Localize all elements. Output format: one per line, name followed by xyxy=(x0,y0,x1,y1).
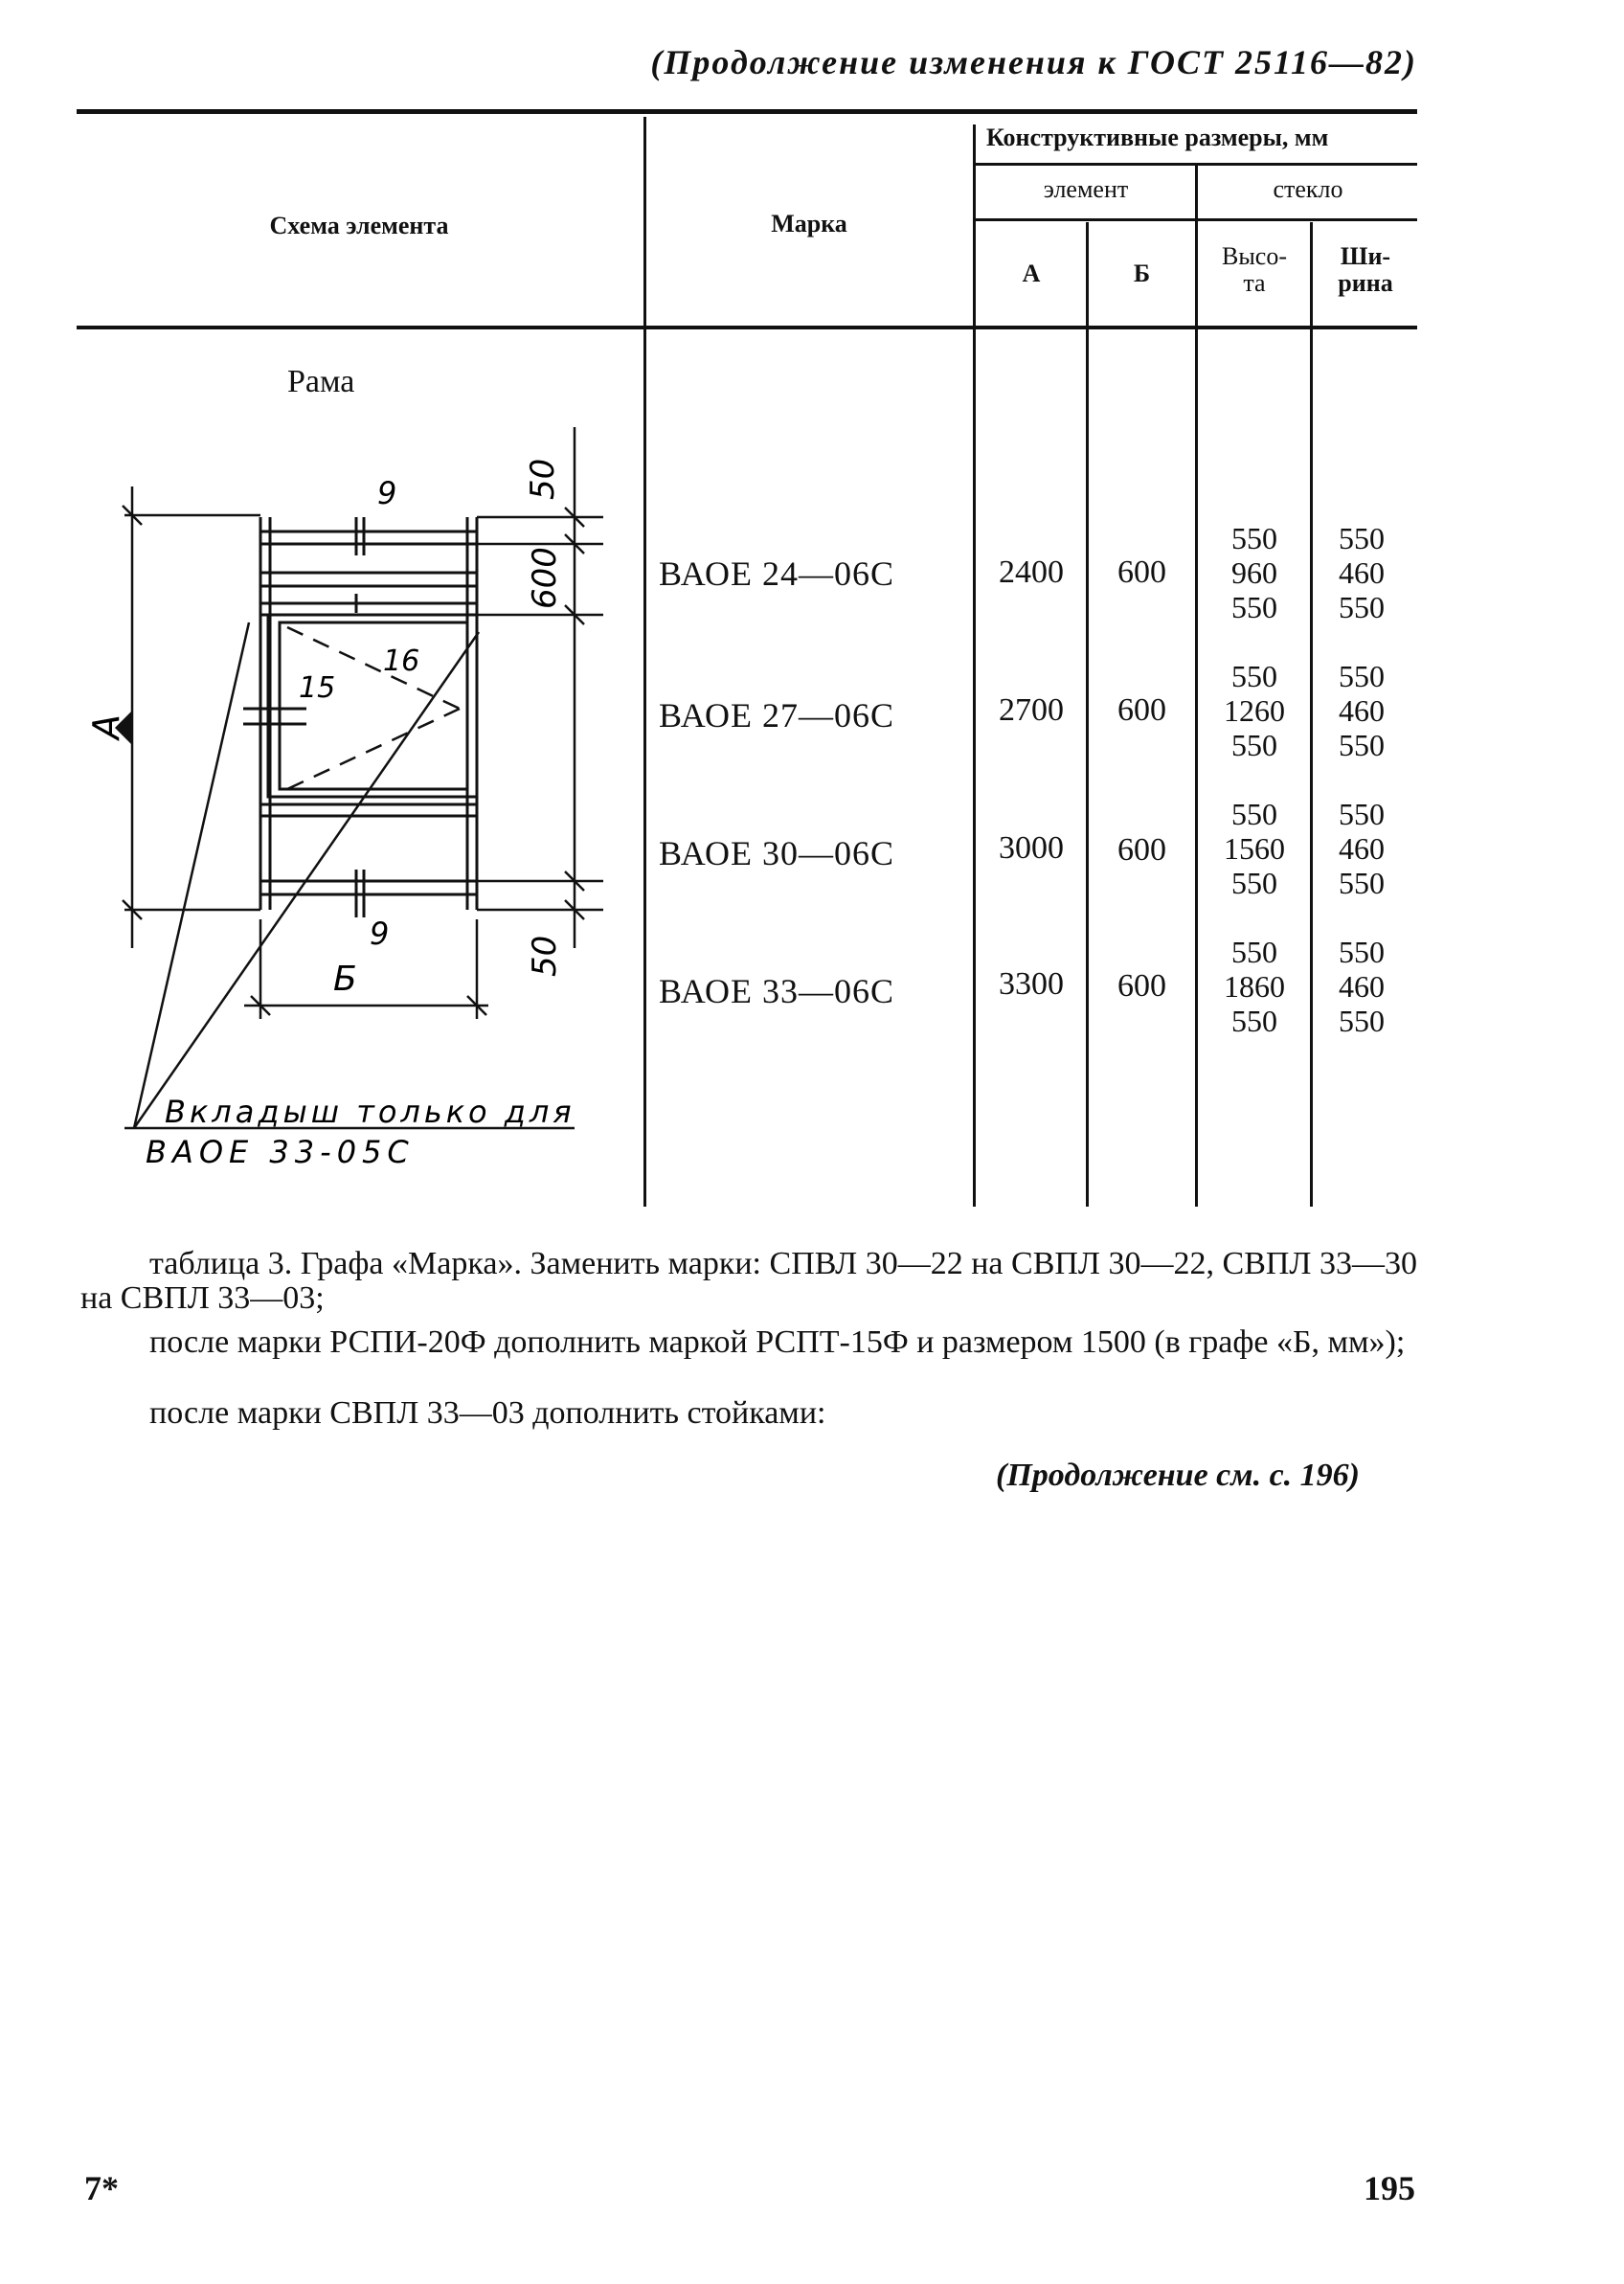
header-scheme: Схема элемента xyxy=(269,212,449,239)
scheme-title: Рама xyxy=(287,364,355,399)
row-a: 3300 xyxy=(999,966,1064,1002)
footer-signature-mark: 7* xyxy=(84,2169,119,2207)
header-glass: стекло xyxy=(1273,175,1343,203)
paragraph-rspi: после марки РСПИ-20Ф дополнить маркой РСПТ-15Ф и размером 1500 (в графе «Б, мм»); xyxy=(149,1324,1406,1360)
row-b: 600 xyxy=(1117,692,1166,728)
label-15: 15 xyxy=(299,671,336,705)
sash-opening xyxy=(280,622,467,789)
row-glass-width: 550 460 550 xyxy=(1339,935,1385,1038)
row-glass-height: 550 1260 550 xyxy=(1224,659,1285,762)
note-line-2: ВАОЕ 33-05С xyxy=(146,1134,415,1170)
continuation-footer-note: (Продолжение см. с. 196) xyxy=(996,1458,1360,1493)
sash-frame xyxy=(268,615,477,797)
leader-line-1 xyxy=(134,622,249,1128)
row-glass-width: 550 460 550 xyxy=(1339,659,1385,762)
row-b: 600 xyxy=(1117,832,1166,868)
row-mark: ВАОЕ 33—06С xyxy=(659,972,894,1010)
header-dimensions: Конструктивные размеры, мм xyxy=(986,124,1329,151)
col-divider-element-glass xyxy=(1195,165,1198,1207)
paragraph-table3: таблица 3. Графа «Марка». Заменить марки: СПВЛ 30—22 на СВПЛ 30—22, СВПЛ 33—30 на СВПЛ 33—03; xyxy=(80,1246,1417,1316)
dim-50-top-label: 50 xyxy=(524,458,562,500)
header-element: элемент xyxy=(1043,175,1129,203)
frame-drawing xyxy=(0,0,651,1207)
page-number: 195 xyxy=(1364,2169,1415,2207)
dim-600-label: 600 xyxy=(526,547,564,609)
col-divider-height xyxy=(1310,222,1313,1207)
header-height: Высо- та xyxy=(1221,242,1287,297)
label-16: 16 xyxy=(383,644,420,678)
row-glass-height: 550 960 550 xyxy=(1231,521,1277,624)
header-mark: Марка xyxy=(771,210,847,237)
row-b: 600 xyxy=(1117,554,1166,590)
label-9-bottom: 9 xyxy=(370,916,390,952)
label-9-top: 9 xyxy=(377,475,397,511)
header-width: Ши- рина xyxy=(1338,242,1393,297)
row-glass-width: 550 460 550 xyxy=(1339,521,1385,624)
note-line-1: Вкладыш только для xyxy=(165,1094,575,1130)
label-b: Б xyxy=(333,960,357,999)
row-a: 2400 xyxy=(999,554,1064,590)
opening-diagonal-bottom xyxy=(287,709,460,789)
row-glass-height: 550 1860 550 xyxy=(1224,935,1285,1038)
header-b: Б xyxy=(1133,260,1151,287)
row-mark: ВАОЕ 24—06С xyxy=(659,554,894,593)
row-mark: ВАОЕ 27—06С xyxy=(659,696,894,735)
col-divider-mark xyxy=(973,124,976,1207)
label-a: А xyxy=(85,714,127,739)
row-glass-width: 550 460 550 xyxy=(1339,797,1385,900)
row-mark: ВАОЕ 30—06С xyxy=(659,834,894,872)
row-a: 3000 xyxy=(999,830,1064,866)
row-glass-height: 550 1560 550 xyxy=(1224,797,1285,900)
dim-50-bottom-label: 50 xyxy=(526,935,564,977)
row-b: 600 xyxy=(1117,968,1166,1004)
header-a: А xyxy=(1022,260,1041,287)
row-a: 2700 xyxy=(999,692,1064,728)
continuation-header: (Продолжение изменения к ГОСТ 25116—82) xyxy=(650,43,1417,81)
paragraph-svpl: после марки СВПЛ 33—03 дополнить стойками: xyxy=(149,1395,826,1431)
